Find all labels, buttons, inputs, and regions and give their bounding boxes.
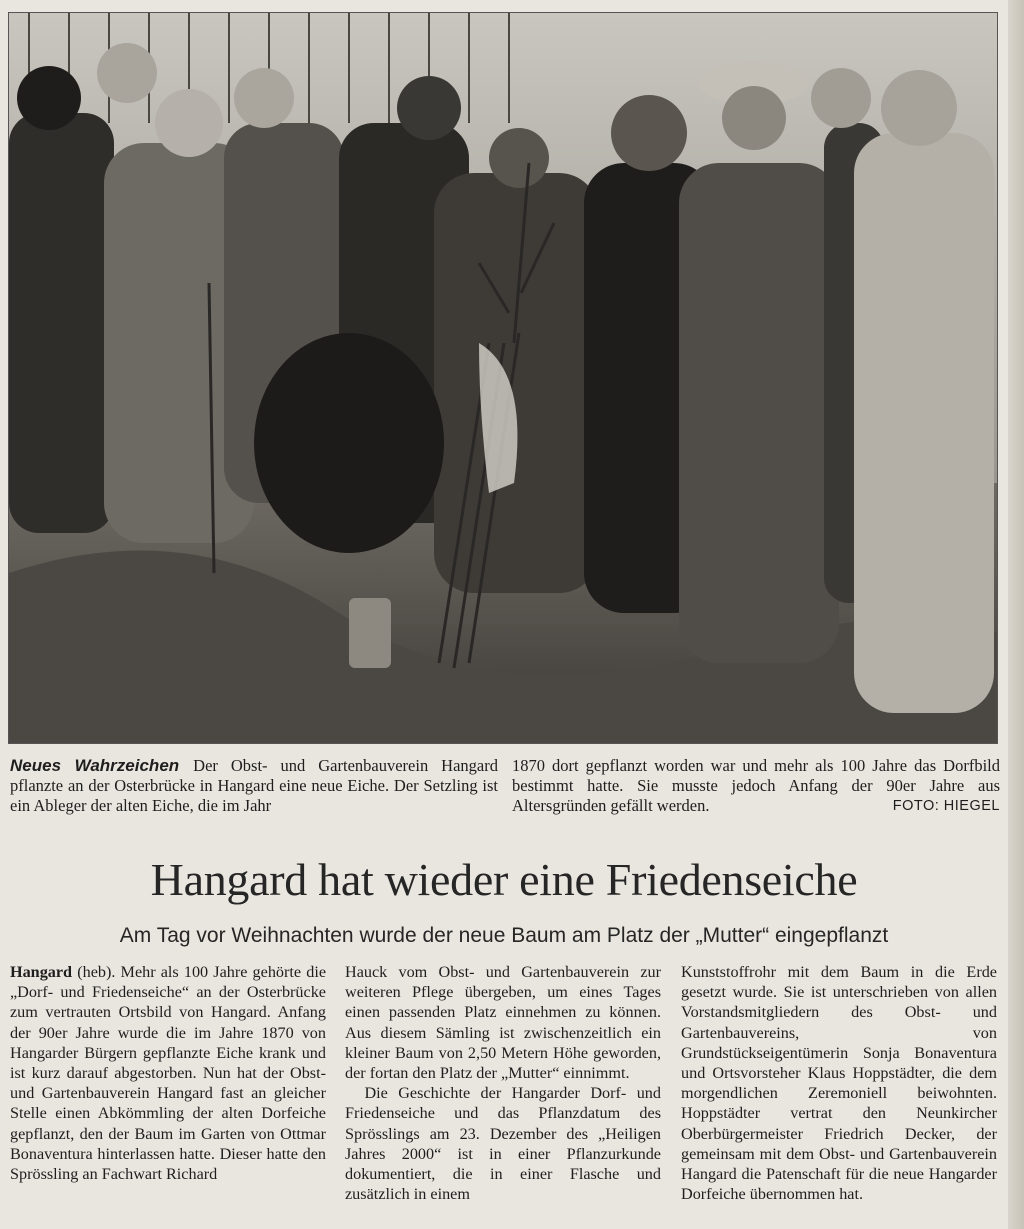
article-column-2 — [345, 962, 661, 1204]
article-text-col2-p1: Hauck vom Obst- und Gartenbauverein zur weiteren Pflege übergeben, um eines Tages einen passenden Platz einnehmen zu können. Aus diesem Sämling ist zwischenzeitlich ein kleiner Baum von 2,50 Metern Höhe geworden, der fortan den Platz der „Mutter“ einnimmt. — [345, 963, 661, 1083]
tree-planting-photo — [9, 13, 997, 743]
article-column-3 — [681, 962, 997, 1204]
article-column-1 — [10, 962, 326, 1184]
dateline: Hangard — [10, 963, 73, 981]
news-photo — [8, 12, 998, 744]
caption-kicker: Neues Wahrzeichen — [10, 756, 180, 775]
caption-column-2 — [512, 756, 1000, 816]
article-text-col1: (heb). Mehr als 100 Jahre gehörte die „Dorf- und Friedenseiche“ an der Osterbrücke zum vertrauten Ortsbild von Hangard. Anfang der 90er Jahre wurde die im Jahre 1870 von Hangarder Bürgern gepflanzte Eiche krank und ist kurz darauf abgestorben. Nun hat der Obst- und Gartenbauverein Hangard fast an gleicher Stelle einen Abkömmling der alten Dorfeiche gepflanzt, den der Baum im Garten von Ottmar Bonaventura hinterlassen hatte. Dieser hatte den Sprössling an Fachwart Richard — [10, 963, 327, 1184]
photo-credit: FOTO: HIEGEL — [892, 798, 1000, 814]
article-body — [10, 962, 1000, 1212]
caption-text-2: 1870 dort gepflanzt worden war und mehr als 100 Jahre das Dorfbild bestimmt hatte. Sie musste jedoch Anfang der 90er Jahre aus Altersgründen gefällt werden. — [512, 756, 1000, 815]
caption-column-1 — [10, 756, 498, 816]
photo-caption — [10, 756, 1000, 820]
article-headline: Hangard hat wieder eine Friedenseiche — [150, 854, 858, 905]
page-edge — [1008, 0, 1024, 1229]
caption-text-1: Der Obst- und Gartenbauverein Hangard pflanzte an der Osterbrücke in Hangard eine neue Eiche. Der Setzling ist ein Ableger der alten Eiche, die im Jahr — [10, 756, 498, 815]
article-text-col3: Kunststoffrohr mit dem Baum in die Erde gesetzt wurde. Sie ist unterschrieben von allen Vorstandsmitgliedern des Obst- und Gartenbauvereins, von Grundstückseigentümerin Sonja Bonaventura und Ortsvorsteher Klaus Hoppstädter, die dem morgendlichen Zeremoniell beiwohnten. Hoppstädter vertrat den Neunkircher Oberbürgermeister Friedrich Decker, der gemeinsam mit dem Obst- und Gartenbauverein Hangard die Patenschaft für die neue Hangarder Dorfeiche übernommen hat. — [681, 963, 997, 1204]
article-subhead: Am Tag vor Weihnachten wurde der neue Baum am Platz der „Mutter“ eingepflanzt — [119, 924, 889, 947]
article-text-col2-p2: Die Geschichte der Hangarder Dorf- und Friedenseiche und das Pflanzdatum des Sprösslings am 23. Dezember des „Heiligen Jahres 2000“ ist in einer Pflanzurkunde dokumentiert, die in einer Flasche und zusätzlich in einem — [345, 1084, 661, 1204]
